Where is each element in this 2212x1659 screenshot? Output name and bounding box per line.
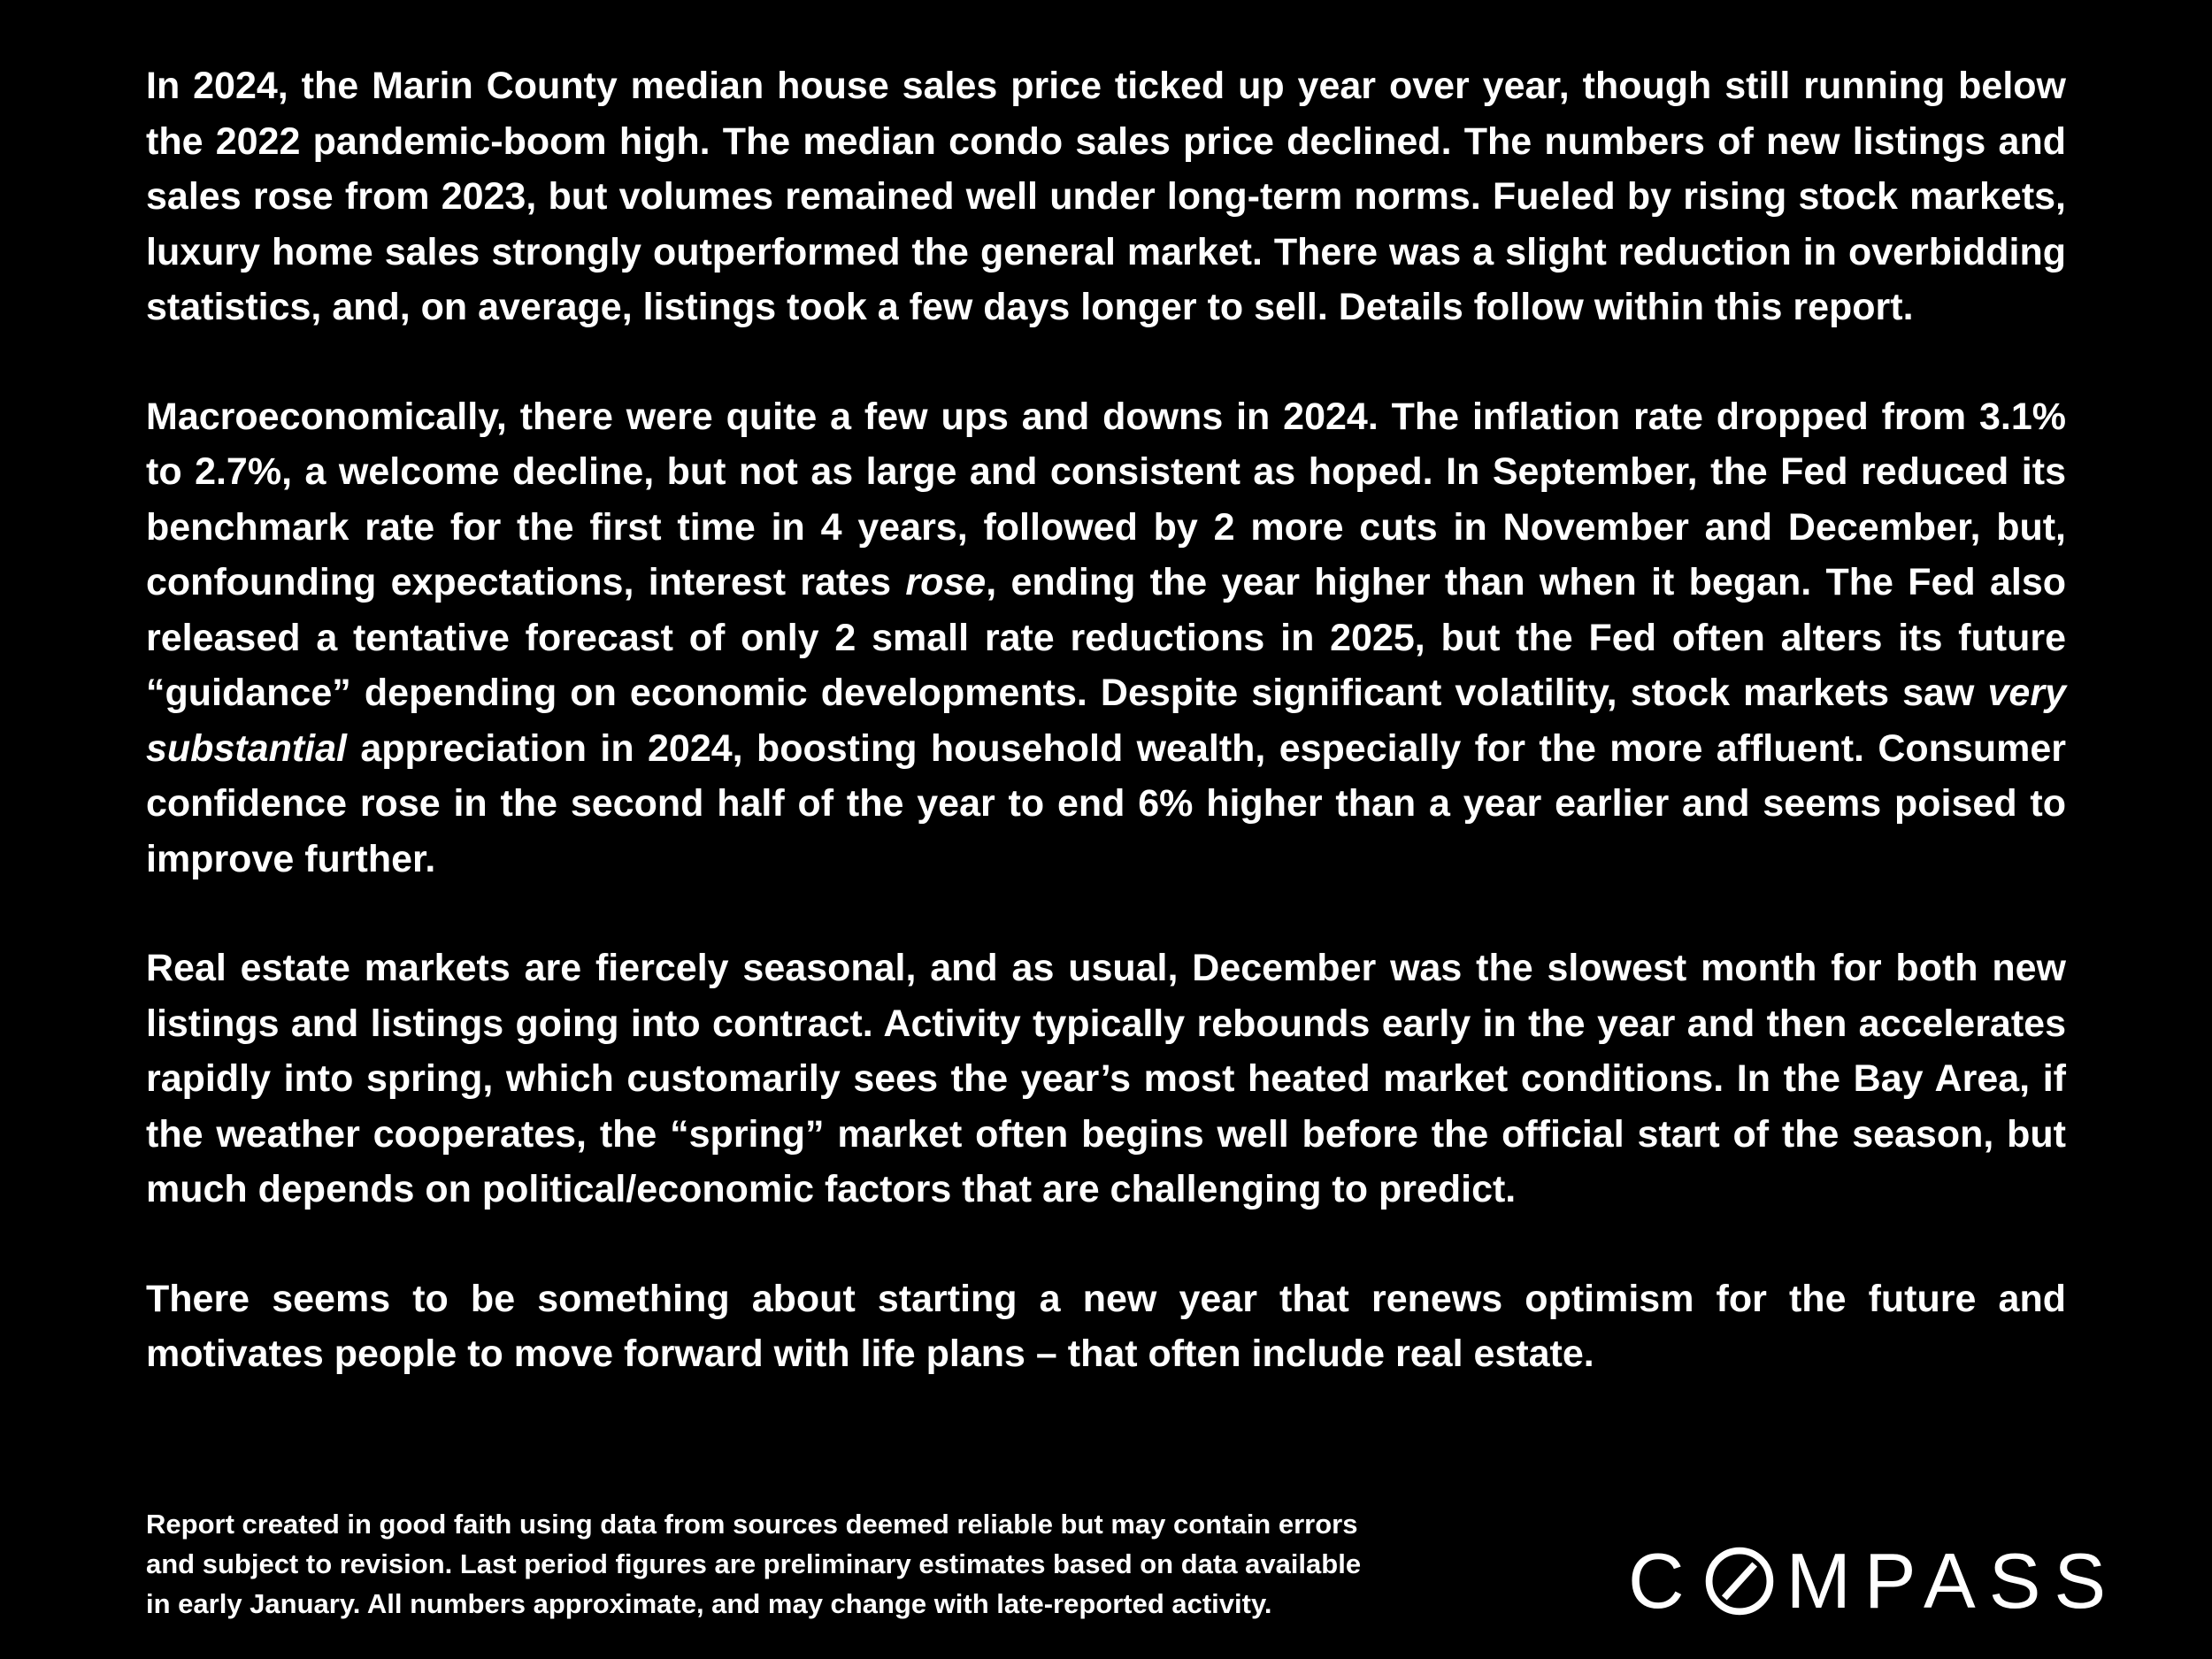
paragraph-text: Real estate markets are fiercely seasonal, and as usual, December was the slowest month for both new listings and listings going into contract. Activity typically rebounds early in the year and then accelerates rapidly into spring, which customarily sees the year’s most heated market conditions. In the Bay Area, if the weather cooperates, the “spring” market often begins well before the official start of the season, but much depends on political/economic factors that are challenging to predict.: [146, 947, 2066, 1210]
paragraph-text: appreciation in 2024, boosting household wealth, especially for the more affluent. Consumer confidence rose in the second half of the year to end 6% higher than a year earlier and seems poised to improve further.: [146, 726, 2066, 880]
paragraph-seasonality: [146, 941, 2066, 1217]
compass-o-slash-icon: [1701, 1543, 1778, 1619]
paragraph-market-summary: [146, 58, 2066, 335]
emphasis-text: very substantial: [146, 672, 2066, 770]
paragraph-text: Macroeconomically, there were quite a few ups and downs in 2024. The inflation rate dropped from 3.1% to 2.7%, a welcome decline, but not as large and consistent as hoped. In September, the Fed reduced its benchmark rate for the first time in 4 years, followed by 2 more cuts in November and December, but, confounding expectations, interest rates: [146, 395, 2066, 603]
disclaimer-note: [146, 1504, 1482, 1624]
paragraph-macroeconomics: [146, 389, 2066, 887]
logo-letters: MPASS: [1786, 1537, 2120, 1624]
compass-logo: [1628, 1537, 2120, 1624]
paragraph-text: , ending the year higher than when it began. The Fed also released a tentative forecast of only 2 small rate reductions in 2025, but the Fed often alters its future “guidance” depending on economic developments. Despite significant volatility, stock markets saw: [146, 561, 2067, 714]
paragraph-text: In 2024, the Marin County median house sales price ticked up year over year, though still running below the 2022 pandemic-boom high. The median condo sales price declined. The numbers of new listings and sales rose from 2023, but volumes remained well under long-term norms. Fueled by rising stock markets, luxury home sales strongly outperformed the general market. There was a slight reduction in overbidding statistics, and, on average, listings took a few days longer to sell. Details follow within this report.: [146, 65, 2066, 328]
disclaimer-line: in early January. All numbers approximate, and may change with late-reported activity.: [146, 1588, 1272, 1619]
paragraph-new-year: [146, 1271, 2066, 1382]
paragraph-text: There seems to be something about starting a new year that renews optimism for the future and motivates people to move forward with life plans – that often include real estate.: [146, 1277, 2066, 1375]
emphasis-text: rose: [905, 561, 987, 603]
disclaimer-line: Report created in good faith using data from sources deemed reliable but may contain errors: [146, 1509, 1358, 1540]
report-body: [146, 58, 2066, 1436]
disclaimer-line: and subject to revision. Last period figures are preliminary estimates based on data available: [146, 1548, 1362, 1579]
logo-letter: C: [1628, 1537, 1698, 1624]
